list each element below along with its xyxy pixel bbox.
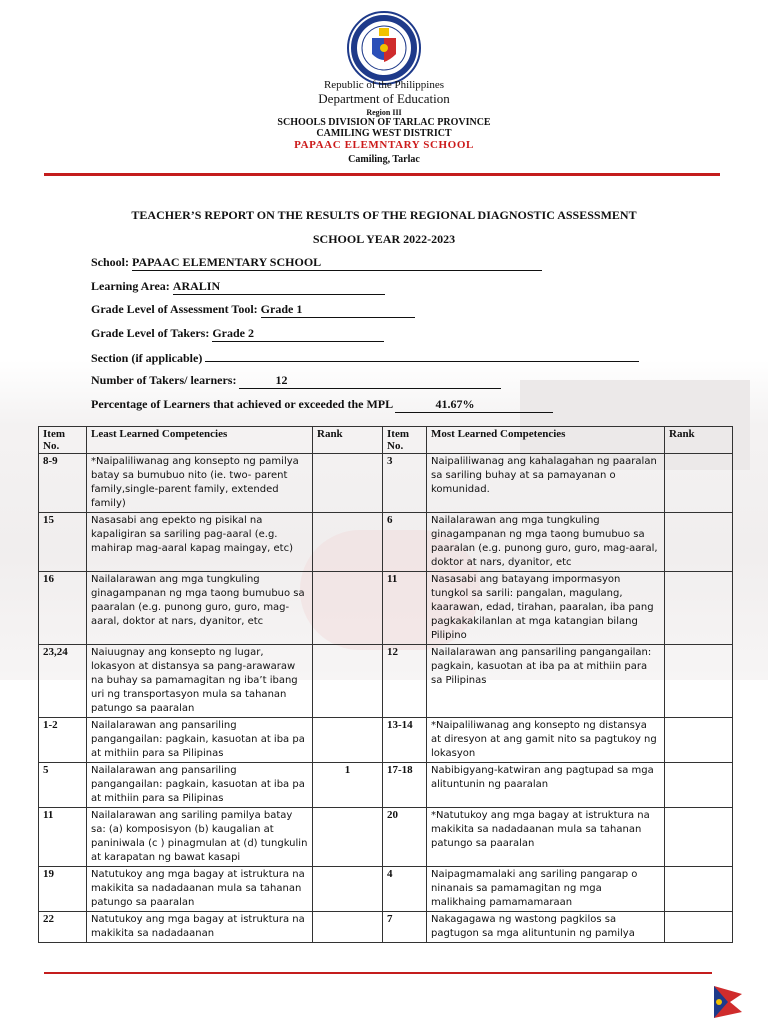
- most-rank: [665, 763, 733, 808]
- school-label: School:: [91, 255, 130, 269]
- mpl-label: Percentage of Learners that achieved or exceeded the MPL: [91, 397, 393, 411]
- most-rank: [665, 513, 733, 572]
- right-item-no: 3: [383, 454, 427, 513]
- report-title: TEACHER’S REPORT ON THE RESULTS OF THE REGIONAL DIAGNOSTIC ASSESSMENT: [131, 208, 637, 222]
- table-row: [39, 645, 733, 718]
- table-row: [39, 912, 733, 943]
- takers-grade-label: Grade Level of Takers:: [91, 326, 210, 340]
- area-field: [91, 279, 385, 295]
- region-line: Region III: [366, 108, 402, 117]
- num-takers-label: Number of Takers/ learners:: [91, 373, 237, 387]
- least-rank: [313, 454, 383, 513]
- header-most: Most Learned Competencies: [427, 427, 665, 454]
- left-item-no: 23,24: [39, 645, 87, 718]
- table-row: [39, 867, 733, 912]
- section-field: [91, 349, 639, 366]
- left-item-no: 8-9: [39, 454, 87, 513]
- most-competency: Nailalarawan ang mga tungkuling ginagampanan ng mga taong bumubuo sa paaralan (e.g. punong guro, guro, mag-aaral, doktor at nars, dyanitor, etc: [427, 513, 665, 572]
- table-row: [39, 718, 733, 763]
- school-field: [91, 255, 542, 271]
- least-competency: Natutukoy ang mga bagay at istruktura na makikita sa nadadaanan: [87, 912, 313, 943]
- left-item-no: 11: [39, 808, 87, 867]
- num-takers-field: [91, 373, 501, 389]
- left-item-no: 5: [39, 763, 87, 808]
- header-item-left: Item No.: [39, 427, 87, 454]
- left-item-no: 16: [39, 572, 87, 645]
- least-competency: Natutukoy ang mga bagay at istruktura na makikita sa nadadaanan mula sa tahanan patungo sa paaralan: [87, 867, 313, 912]
- tool-value: Grade 1: [261, 302, 415, 318]
- least-competency: Nailalarawan ang sariling pamilya batay sa: (a) komposisyon (b) kaugalian at paniniwala (c ) pinagmulan at (d) tungkulin at karapatan ng bawat kasapi: [87, 808, 313, 867]
- footer-divider: [44, 972, 712, 974]
- tool-field: [91, 302, 415, 318]
- tool-label: Grade Level of Assessment Tool:: [91, 302, 258, 316]
- left-item-no: 19: [39, 867, 87, 912]
- header-rank-right: Rank: [665, 427, 733, 454]
- takers-grade-field: [91, 326, 384, 342]
- least-competency: *Naipaliliwanag ang konsepto ng pamilya batay sa bumubuo nito (ie. two- parent family,single-parent family, extended family): [87, 454, 313, 513]
- right-item-no: 4: [383, 867, 427, 912]
- table-row: [39, 572, 733, 645]
- section-label: Section (if applicable): [91, 351, 203, 365]
- area-value: ARALIN: [173, 279, 385, 295]
- republic-line: Republic of the Philippines: [323, 79, 445, 91]
- right-item-no: 7: [383, 912, 427, 943]
- mpl-value: 41.67%: [395, 397, 553, 413]
- most-rank: [665, 808, 733, 867]
- town-line: Camiling, Tarlac: [348, 154, 420, 165]
- least-competency: Nailalarawan ang pansariling pangangailan: pagkain, kasuotan at iba pa at mithiin para sa Pilipinas: [87, 763, 313, 808]
- table-row: [39, 808, 733, 867]
- department-line: Department of Education: [318, 91, 450, 106]
- least-rank: [313, 513, 383, 572]
- least-competency: Nasasabi ang epekto ng pisikal na kapaligiran sa sariling pag-aaral (e.g. mahirap mag-aaral kapag maingay, etc): [87, 513, 313, 572]
- most-rank: [665, 645, 733, 718]
- most-rank: [665, 867, 733, 912]
- most-competency: Nailalarawan ang pansariling pangangailan: pagkain, kasuotan at iba pa at mithiin para sa Pilipinas: [427, 645, 665, 718]
- least-rank: [313, 867, 383, 912]
- least-rank: [313, 912, 383, 943]
- section-value: [205, 349, 639, 362]
- right-item-no: 20: [383, 808, 427, 867]
- table-row: [39, 763, 733, 808]
- right-item-no: 11: [383, 572, 427, 645]
- right-item-no: 13-14: [383, 718, 427, 763]
- flag-icon: [708, 980, 748, 1024]
- school-name-header: PAPAAC ELEMNTARY SCHOOL: [294, 139, 474, 151]
- most-competency: Nabibigyang-katwiran ang pagtupad sa mga alituntunin ng paaralan: [427, 763, 665, 808]
- table-header-row: [39, 427, 733, 454]
- table-row: [39, 513, 733, 572]
- division-line: SCHOOLS DIVISION OF TARLAC PROVINCE: [277, 117, 491, 128]
- header-item-right: Item No.: [383, 427, 427, 454]
- right-item-no: 12: [383, 645, 427, 718]
- most-rank: [665, 454, 733, 513]
- most-competency: Naipaliliwanag ang kahalagahan ng paaralan sa sariling buhay at sa pamayanan o komunidad.: [427, 454, 665, 513]
- right-item-no: 17-18: [383, 763, 427, 808]
- left-item-no: 22: [39, 912, 87, 943]
- school-value: PAPAAC ELEMENTARY SCHOOL: [132, 255, 542, 271]
- takers-grade-value: Grade 2: [212, 326, 384, 342]
- table-row: [39, 454, 733, 513]
- most-competency: Nasasabi ang batayang impormasyon tungkol sa sarili: pangalan, magulang, kaarawan, edad, tirahan, paaralan, iba pang pagkakakilanlan at mga katangian bilang Pilipino: [427, 572, 665, 645]
- left-item-no: 15: [39, 513, 87, 572]
- deped-seal-logo: [346, 10, 422, 86]
- least-competency: Naiuugnay ang konsepto ng lugar, lokasyon at distansya sa pang-arawaraw na buhay sa pamamagitan ng iba’t ibang uri ng transportasyon mula sa tahanan patungo sa paaralan: [87, 645, 313, 718]
- area-label: Learning Area:: [91, 279, 170, 293]
- header-divider: [44, 173, 720, 176]
- district-line: CAMILING WEST DISTRICT: [316, 128, 452, 139]
- most-competency: *Natutukoy ang mga bagay at istruktura na makikita sa nadadaanan mula sa tahanan patungo sa paaralan: [427, 808, 665, 867]
- least-rank: [313, 718, 383, 763]
- least-competency: Nailalarawan ang mga tungkuling ginagampanan ng mga taong bumubuo sa paaralan (e.g. punong guro, guro, mag-aaral, doktor at nars, dyanitor, etc: [87, 572, 313, 645]
- most-rank: [665, 572, 733, 645]
- school-year: SCHOOL YEAR 2022-2023: [312, 232, 456, 246]
- least-rank: [313, 572, 383, 645]
- num-takers-value: 12: [239, 373, 501, 389]
- competencies-table: [38, 426, 733, 943]
- most-competency: *Naipaliliwanag ang konsepto ng distansya at diresyon at ang gamit nito sa pagtukoy ng lokasyon: [427, 718, 665, 763]
- least-rank: [313, 808, 383, 867]
- most-rank: [665, 718, 733, 763]
- left-item-no: 1-2: [39, 718, 87, 763]
- least-competency: Nailalarawan ang pansariling pangangailan: pagkain, kasuotan at iba pa at mithiin para sa Pilipinas: [87, 718, 313, 763]
- most-rank: [665, 912, 733, 943]
- mpl-field: [91, 397, 553, 413]
- least-rank: [313, 645, 383, 718]
- right-item-no: 6: [383, 513, 427, 572]
- most-competency: Naipagmamalaki ang sariling pangarap o ninanais sa pamamagitan ng mga malikhaing pamamamaraan: [427, 867, 665, 912]
- header-rank-left: Rank: [313, 427, 383, 454]
- header-least: Least Learned Competencies: [87, 427, 313, 454]
- least-rank: 1: [313, 763, 383, 808]
- most-competency: Nakagagawa ng wastong pagkilos sa pagtugon sa mga alituntunin ng pamilya: [427, 912, 665, 943]
